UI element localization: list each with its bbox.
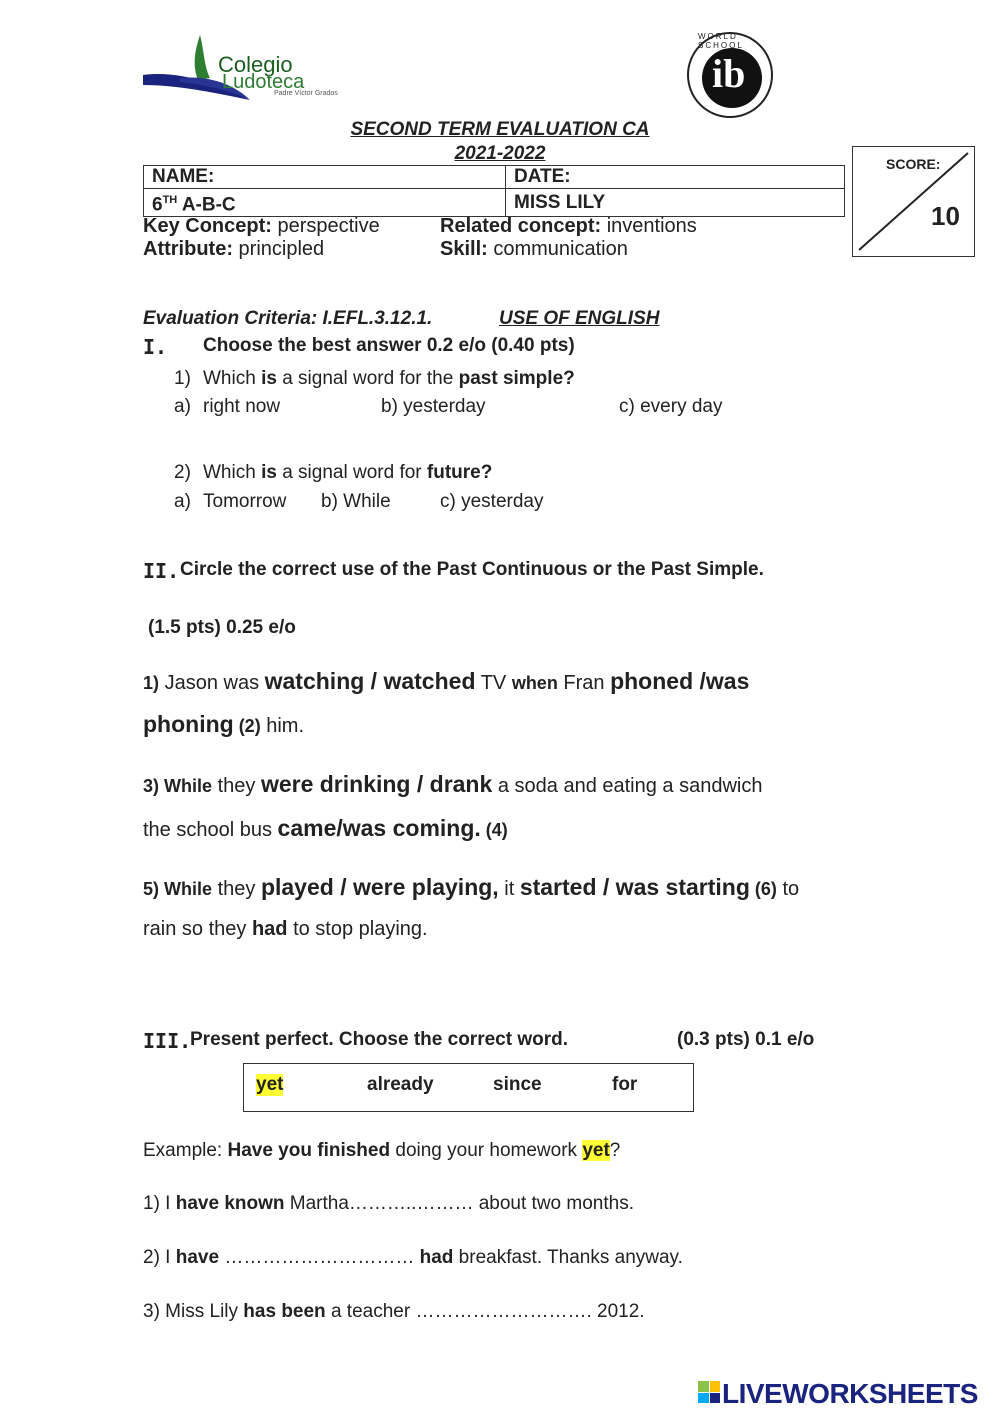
skill-value: communication [487, 238, 628, 260]
grade-sections: A-B-C [177, 194, 236, 216]
s1-d: him. [260, 715, 305, 737]
q1-opt-a-letter: a) [174, 396, 191, 417]
q1-text [203, 368, 575, 390]
logo-text-1: Colegio [218, 52, 293, 77]
s1-c: Fran [557, 672, 611, 694]
pp2-b: have [175, 1247, 220, 1268]
pp3-blank[interactable]: a teacher ………………………. 2012. [325, 1301, 645, 1322]
s5-comma: , [492, 874, 499, 900]
s3-choice-2[interactable]: came/was coming. [277, 815, 481, 841]
pp3-a: 3) Miss Lily [143, 1301, 244, 1322]
sentence-1 [143, 668, 749, 695]
pp3-b: has been [243, 1301, 326, 1322]
pp2-e: breakfast. Thanks anyway. [453, 1247, 683, 1268]
section1-instruction: Choose the best answer 0.2 e/o (0.40 pts) [203, 335, 575, 356]
pp1-blank[interactable]: Martha………..……… about two months. [284, 1193, 634, 1214]
section2-numeral: II. [143, 559, 180, 583]
s5-b: it [498, 878, 520, 900]
date-field[interactable] [506, 166, 845, 189]
q2-opt-a-letter: a) [174, 491, 191, 512]
related-concept-label: Related concept: [440, 215, 602, 237]
sentence-5 [143, 874, 799, 901]
q1-number: 1) [174, 368, 191, 389]
word-already[interactable]: already [367, 1074, 434, 1095]
s3-c: the school bus [143, 819, 278, 841]
q2-option-b[interactable]: b) While [321, 491, 391, 512]
word-yet[interactable]: yet [256, 1074, 284, 1095]
school-year: 2021-2022 [454, 143, 546, 164]
skill-label: Skill: [440, 238, 488, 260]
q2-a: Which [203, 462, 262, 483]
teacher-cell: MISS LILY [506, 189, 845, 217]
s5-had: had [251, 918, 288, 940]
q2-option-a[interactable]: Tomorrow [203, 491, 287, 512]
evaluation-criteria: Evaluation Criteria: I.EFL.3.12.1. [143, 308, 433, 329]
page-title: SECOND TERM EVALUATION CA [350, 119, 650, 140]
s5-a: they [212, 878, 261, 900]
section2-instruction: Circle the correct use of the Past Continuous or the Past Simple. [180, 559, 764, 580]
criteria-area: USE OF ENGLISH [499, 308, 660, 329]
grade-sup: TH [162, 194, 178, 206]
ex-b: Have you finished [227, 1140, 391, 1161]
school-logo [140, 30, 370, 105]
score-value: 10 [931, 201, 960, 231]
score-label: SCORE: [886, 156, 941, 172]
q1-d: past simple? [458, 368, 575, 389]
s5-d: rain so they [143, 918, 252, 940]
sentence-3 [143, 771, 762, 798]
liveworksheets-brand[interactable] [698, 1378, 998, 1408]
sentence-5-cont [143, 918, 428, 941]
q2-c: a signal word for [276, 462, 427, 483]
pp2-a: 2) I [143, 1247, 176, 1268]
s3-num-2: (4) [480, 820, 508, 840]
ex-answer: yet [582, 1140, 610, 1161]
logo-text-2: Ludoteca [222, 71, 305, 93]
pp1-a: 1) I [143, 1193, 176, 1214]
s1-choice-1[interactable]: watching / watched [264, 668, 476, 694]
word-bank [243, 1063, 694, 1112]
s5-e: to stop playing. [287, 918, 428, 940]
sentence-1-cont [143, 711, 304, 738]
s3-a: they [212, 775, 261, 797]
ex-e: ? [609, 1140, 621, 1161]
pp-question-1 [143, 1193, 634, 1215]
section2-points: (1.5 pts) 0.25 e/o [148, 617, 296, 638]
s1-when: when [511, 673, 558, 693]
key-concept-value: perspective [271, 215, 380, 237]
ex-c: doing your homework [390, 1140, 583, 1161]
word-since[interactable]: since [493, 1074, 542, 1095]
q1-b: is [261, 368, 277, 389]
q1-a: Which [203, 368, 262, 389]
example-sentence [143, 1140, 620, 1162]
key-concept-label: Key Concept: [143, 215, 272, 237]
pp1-b: have known [175, 1193, 285, 1214]
q2-b: is [261, 462, 277, 483]
date-label: DATE: [514, 166, 571, 187]
s3-b: a soda and eating a sandwich [492, 775, 763, 797]
related-concept [440, 215, 697, 238]
q1-option-b[interactable]: b) yesterday [381, 396, 486, 417]
s5-choice-1[interactable]: played / were playing [260, 874, 493, 900]
q1-option-a[interactable]: right now [203, 396, 281, 417]
q2-d: future? [426, 462, 493, 483]
s5-num-2: (6) [749, 879, 777, 899]
q2-option-c[interactable]: c) yesterday [440, 491, 544, 512]
name-field[interactable] [144, 166, 506, 189]
student-info-table [143, 165, 845, 217]
grade-cell [144, 189, 506, 217]
liveworksheets-text: LIVEWORKSHEETS [722, 1378, 978, 1409]
liveworksheets-icon [698, 1381, 720, 1403]
attribute [143, 238, 324, 261]
section3-numeral: III. [143, 1029, 192, 1053]
sentence-3-cont [143, 815, 508, 842]
ib-letters: ib [712, 51, 746, 96]
pp2-had: had [419, 1247, 454, 1268]
s1-b: TV [475, 672, 512, 694]
skill [440, 238, 628, 261]
grade-number: 6 [152, 194, 163, 216]
s5-c: to [776, 878, 800, 900]
ib-logo [684, 30, 780, 120]
s3-choice-1[interactable]: were drinking / drank [260, 771, 493, 797]
s1-a: Jason was [159, 672, 265, 694]
attribute-value: principled [232, 238, 325, 260]
section3-instruction: Present perfect. Choose the correct word. [190, 1029, 568, 1050]
pp2-blank[interactable]: ………………………… [219, 1247, 420, 1268]
related-concept-value: inventions [601, 215, 697, 237]
pp-question-2 [143, 1247, 683, 1269]
s1-choice-2a[interactable]: phoned /was [610, 668, 750, 694]
word-for[interactable]: for [612, 1074, 638, 1095]
s1-num: 1) [143, 673, 160, 693]
q2-number: 2) [174, 462, 191, 483]
pp-question-3 [143, 1301, 645, 1323]
section1-numeral: I. [143, 335, 168, 359]
logo-tagline: Padre Víctor Grados [274, 90, 338, 97]
q2-text [203, 462, 492, 484]
q1-option-c[interactable]: c) every day [619, 396, 723, 417]
section3-points: (0.3 pts) 0.1 e/o [677, 1029, 815, 1050]
name-label: NAME: [152, 166, 215, 187]
s5-choice-2[interactable]: started / was starting [519, 874, 750, 900]
s3-num: 3) While [143, 776, 213, 796]
s5-num: 5) While [143, 879, 213, 899]
ex-a: Example: [143, 1140, 228, 1161]
attribute-label: Attribute: [143, 238, 233, 260]
key-concept [143, 215, 380, 238]
score-box [852, 146, 975, 257]
q1-c: a signal word for the [276, 368, 459, 389]
s1-num-2: (2) [233, 716, 261, 736]
s1-choice-2b[interactable]: phoning [143, 711, 234, 737]
ib-logo-text: WORLD SCHOOL [698, 32, 744, 50]
